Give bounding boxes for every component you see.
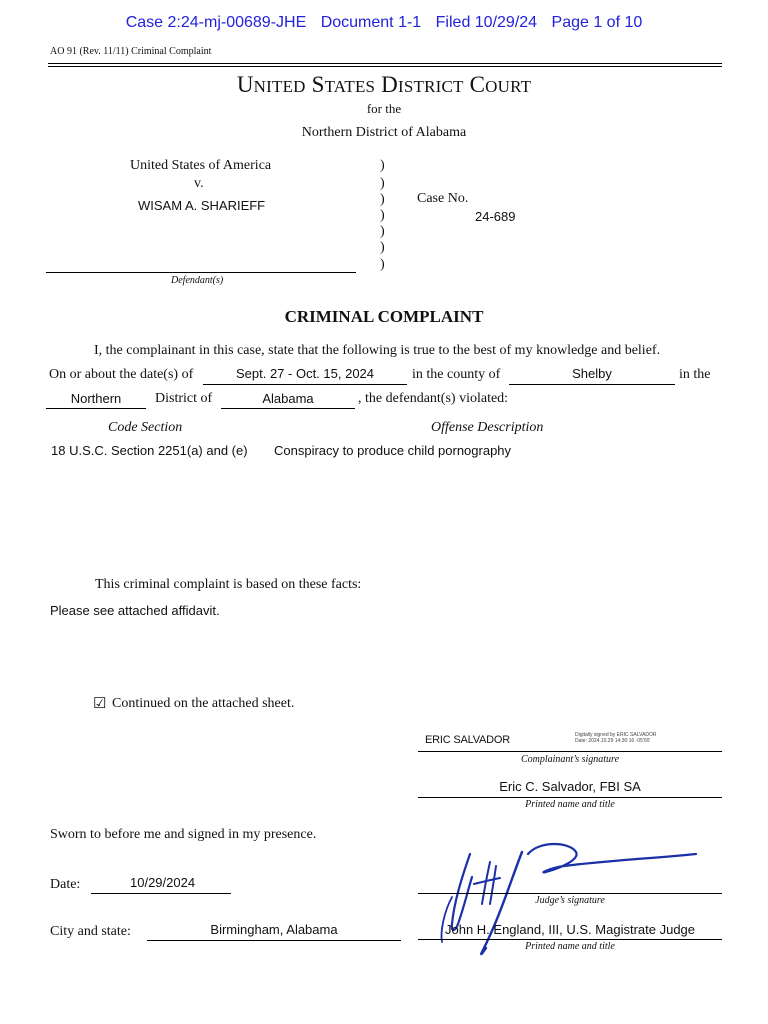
in-the-label: in the [679, 367, 711, 382]
stamp-page: Page 1 of 10 [551, 14, 643, 31]
for-the: for the [366, 101, 402, 116]
facts-intro: This criminal complaint is based on these facts: [95, 577, 362, 592]
filing-stamp [0, 14, 768, 32]
top-rule-2 [48, 66, 722, 67]
city-state-value: Birmingham, Alabama [210, 922, 338, 937]
facts-text: Please see attached affidavit. [50, 603, 220, 618]
plaintiff-name: United States of America [130, 158, 272, 173]
defendant-line [46, 272, 356, 273]
city-state-label: City and state: [50, 924, 131, 939]
defendant-label: Defendant(s) [171, 275, 224, 286]
district-of-label: District of [155, 391, 213, 406]
case-number: 24-689 [475, 209, 516, 224]
county-value: Shelby [572, 366, 612, 381]
continued-label: Continued on the attached sheet. [112, 696, 295, 711]
defendant-name: WISAM A. SHARIEFF [138, 198, 266, 213]
caption-bracket: ) [380, 158, 385, 173]
code-section: 18 U.S.C. Section 2251(a) and (e) [51, 443, 248, 458]
complainant-signature-line [418, 751, 722, 752]
county-label: in the county of [412, 367, 501, 382]
judge-printed-label: Printed name and title [525, 941, 615, 952]
case-no-label: Case No. [417, 191, 469, 206]
continued-checkbox[interactable]: ☑ [93, 696, 107, 712]
on-or-about-label: On or about the date(s) of [49, 367, 194, 382]
digital-signature-note: Digitally signed by ERIC SALVADOR Date: 2024.10.29 14:30:16 -05'00' [575, 732, 657, 744]
form-id: AO 91 (Rev. 11/11) Criminal Complaint [50, 46, 212, 57]
date-value: 10/29/2024 [130, 875, 196, 890]
top-rule-1 [48, 63, 722, 64]
judge-signature-line [418, 893, 722, 894]
offense-dates: Sept. 27 - Oct. 15, 2024 [235, 366, 375, 381]
judge-printed-name: John H. England, III, U.S. Magistrate Judge [444, 922, 696, 937]
date-label: Date: [50, 877, 81, 892]
stamp-filed: Filed 10/29/24 [435, 14, 538, 31]
judge-signature-label: Judge’s signature [535, 895, 605, 906]
violated-label: , the defendant(s) violated: [358, 391, 509, 406]
complainant-printed-name: Eric C. Salvador, FBI SA [499, 779, 641, 794]
stamp-case: Case 2:24-mj-00689-JHE [125, 14, 307, 31]
court-title: UNITED STATES DISTRICT COURT [236, 72, 532, 97]
complainant-signature-name: ERIC SALVADOR [425, 734, 511, 746]
document-title: CRIMINAL COMPLAINT [284, 307, 484, 326]
state-value: Alabama [262, 391, 314, 406]
versus: v. [194, 176, 204, 191]
statement-intro: I, the complainant in this case, state that the following is true to the best of my knowledge and belief. [94, 343, 661, 358]
offense-description: Conspiracy to produce child pornography [274, 443, 512, 458]
stamp-document: Document 1-1 [320, 14, 422, 31]
district-direction: Northern [70, 391, 122, 406]
sworn-statement: Sworn to before me and signed in my presence. [50, 827, 317, 842]
offense-description-header: Offense Description [431, 420, 544, 435]
court-district: Northern District of Alabama [301, 125, 467, 140]
code-section-header: Code Section [108, 420, 183, 435]
complainant-printed-label: Printed name and title [525, 799, 615, 810]
complainant-signature-label: Complainant’s signature [520, 754, 620, 765]
